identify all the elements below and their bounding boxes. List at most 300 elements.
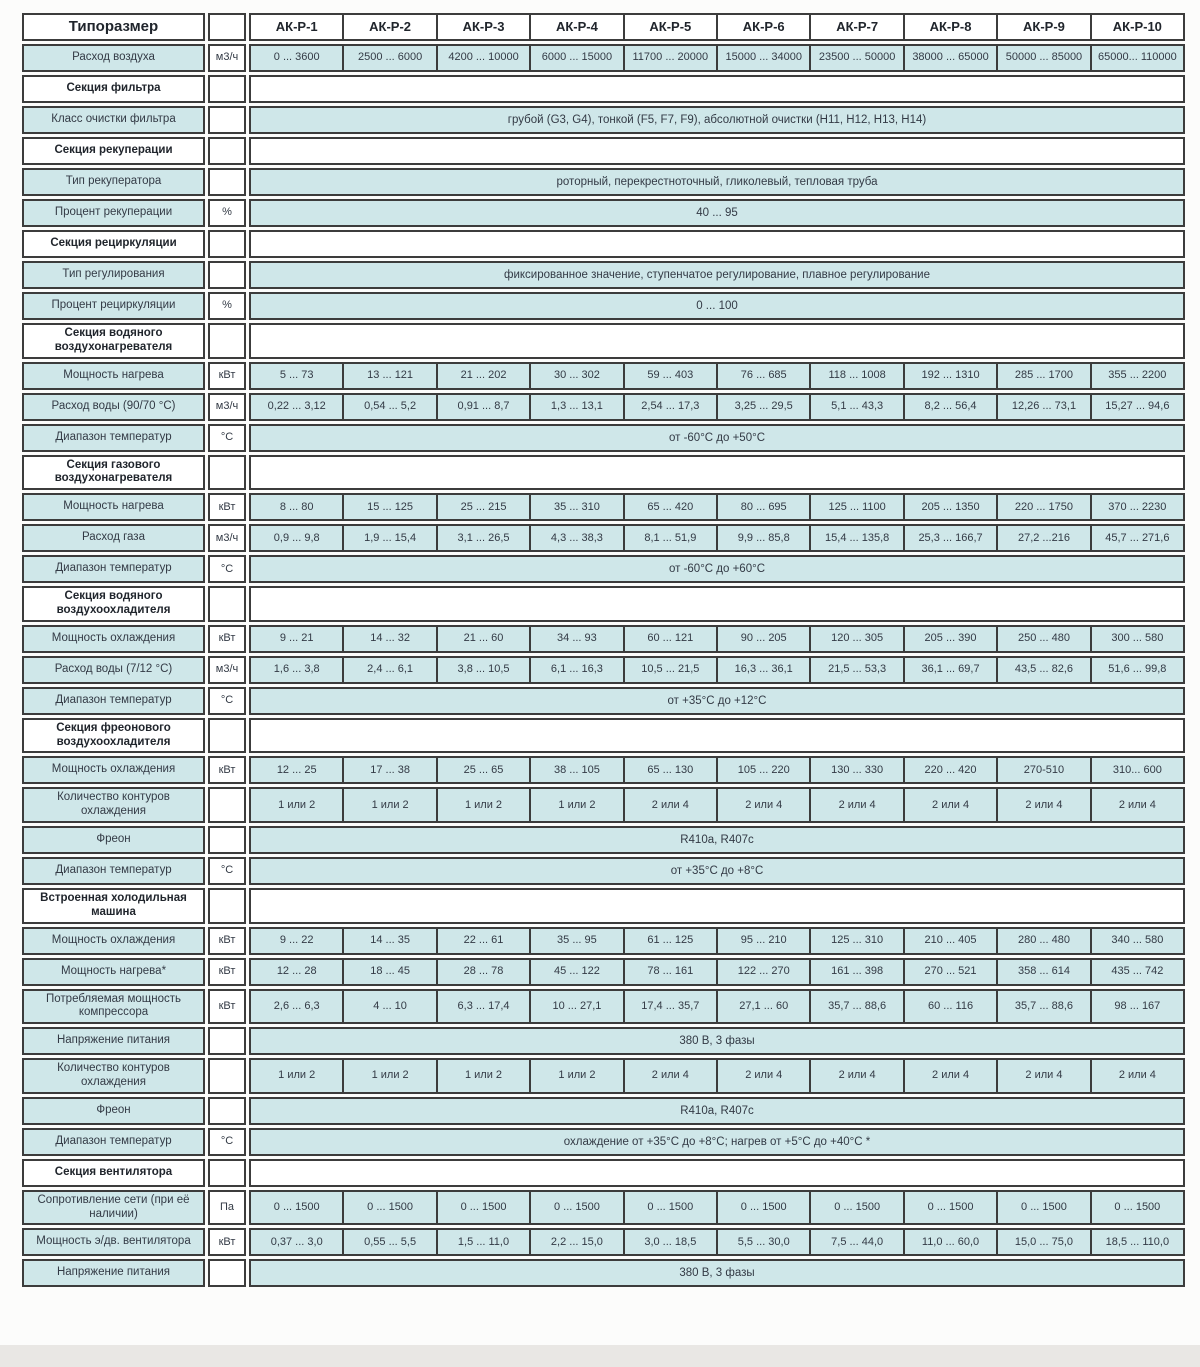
value-cell: 5,5 ... 30,0 (716, 1230, 809, 1254)
value-cell: 21,5 ... 53,3 (809, 658, 902, 682)
value-cell: 310... 600 (1090, 758, 1183, 782)
value-cell: 1 или 2 (278, 1069, 316, 1082)
bottom-strip (0, 1345, 1200, 1367)
value-cell: 27,1 ... 60 (716, 991, 809, 1023)
value-cell: 0,37 ... 3,0 (270, 1235, 323, 1248)
value-cell: 220 ... 1750 (996, 495, 1089, 519)
merged-value-cell: грубой (G3, G4), тонкой (F5, F7, F9), абсолютной очистки (H11, H12, H13, H14) (507, 114, 927, 126)
value-cell: 18,5 ... 110,0 (1090, 1230, 1183, 1254)
values-area (249, 493, 1185, 521)
unit-cell: °С (208, 1128, 246, 1156)
value-cell: 98 ... 167 (1090, 991, 1183, 1023)
table-header-row (22, 13, 1185, 41)
value-cell: 2 или 4 (716, 789, 809, 821)
table-row (22, 857, 1185, 885)
table-row (22, 989, 1185, 1025)
table-row (22, 1027, 1185, 1055)
row-label: Диапазон температур (22, 857, 205, 885)
values-area (249, 656, 1185, 684)
merged-area (249, 1027, 1185, 1055)
value-cell: 90 ... 205 (716, 627, 809, 651)
row-label: Мощность нагрева (22, 362, 205, 390)
section-row (22, 888, 1185, 924)
value-cell: 2,54 ... 17,3 (623, 395, 716, 419)
value-cell: 0 ... 1500 (436, 1192, 529, 1224)
value-cell: 4,3 ... 38,3 (529, 526, 622, 550)
values-area (249, 362, 1185, 390)
value-cell: 205 ... 1350 (903, 495, 996, 519)
section-label: Встроенная холодильная машина (22, 888, 205, 924)
value-cell: 270 ... 521 (903, 960, 996, 984)
row-label: Тип рекуператора (22, 168, 205, 196)
column-header: АК-Р-8 (903, 15, 996, 39)
unit-cell: м3/ч (208, 656, 246, 684)
values-area (249, 958, 1185, 986)
value-cell: 358 ... 614 (996, 960, 1089, 984)
table-row (22, 656, 1185, 684)
value-cell: 59 ... 403 (623, 364, 716, 388)
value-cell: 0,54 ... 5,2 (342, 395, 435, 419)
unit-cell (208, 168, 246, 196)
value-cell: 15,0 ... 75,0 (996, 1230, 1089, 1254)
section-empty-area (249, 75, 1185, 103)
section-label: Секция фреонового воздухоохладителя (22, 718, 205, 754)
value-cell: 3,25 ... 29,5 (716, 395, 809, 419)
row-label: Напряжение питания (22, 1027, 205, 1055)
value-cell: 118 ... 1008 (809, 364, 902, 388)
column-header: АК-Р-10 (1090, 15, 1183, 39)
value-cell: 0,22 ... 3,12 (267, 400, 326, 412)
merged-value-cell: от +35°С до +12°С (667, 694, 767, 707)
value-cell: 10,5 ... 21,5 (623, 658, 716, 682)
value-cell: 3,8 ... 10,5 (436, 658, 529, 682)
value-cell: 130 ... 330 (809, 758, 902, 782)
unit-cell (208, 718, 246, 754)
value-cell: 105 ... 220 (716, 758, 809, 782)
table-row (22, 524, 1185, 552)
value-cell: 192 ... 1310 (903, 364, 996, 388)
value-cell: 1,5 ... 11,0 (436, 1230, 529, 1254)
value-cell: 435 ... 742 (1090, 960, 1183, 984)
merged-area (249, 106, 1185, 134)
row-label: Потребляемая мощность компрессора (22, 989, 205, 1025)
merged-value-cell: 380 В, 3 фазы (679, 1035, 755, 1048)
unit-cell: м3/ч (208, 524, 246, 552)
row-label: Расход воды (90/70 °С) (22, 393, 205, 421)
section-empty-area (249, 586, 1185, 622)
table-row (22, 1228, 1185, 1256)
section-label: Секция вентилятора (22, 1159, 205, 1187)
value-cell: 370 ... 2230 (1090, 495, 1183, 519)
unit-cell (208, 230, 246, 258)
value-cell: 27,2 ...216 (996, 526, 1089, 550)
merged-area (249, 555, 1185, 583)
value-cell: 13 ... 121 (342, 364, 435, 388)
merged-value-cell: 0 ... 100 (696, 300, 738, 312)
table-row (22, 958, 1185, 986)
column-header: АК-Р-5 (623, 15, 716, 39)
unit-cell (208, 106, 246, 134)
unit-header-cell (208, 13, 246, 41)
value-cell: 120 ... 305 (809, 627, 902, 651)
value-cell: 15000 ... 34000 (716, 46, 809, 70)
merged-area (249, 199, 1185, 227)
value-cell: 11,0 ... 60,0 (903, 1230, 996, 1254)
value-cell: 15,27 ... 94,6 (1090, 395, 1183, 419)
value-cell: 2,4 ... 6,1 (342, 658, 435, 682)
unit-cell (208, 1027, 246, 1055)
value-cell: 25 ... 215 (436, 495, 529, 519)
value-cell: 61 ... 125 (623, 929, 716, 953)
unit-cell: °С (208, 555, 246, 583)
value-cell: 7,5 ... 44,0 (809, 1230, 902, 1254)
unit-cell: кВт (208, 927, 246, 955)
value-cell: 17 ... 38 (342, 758, 435, 782)
value-cell: 12,26 ... 73,1 (996, 395, 1089, 419)
value-cell: 11700 ... 20000 (623, 46, 716, 70)
value-cell: 0 ... 1500 (996, 1192, 1089, 1224)
value-cell: 65 ... 420 (623, 495, 716, 519)
values-area (249, 787, 1185, 823)
table-row (22, 261, 1185, 289)
unit-cell (208, 1159, 246, 1187)
row-label: Расход воздуха (22, 44, 205, 72)
column-header: АК-Р-4 (529, 15, 622, 39)
section-label: Секция водяного воздухоохладителя (22, 586, 205, 622)
section-label: Секция газового воздухонагревателя (22, 455, 205, 491)
value-cell: 65000... 110000 (1090, 46, 1183, 70)
unit-cell (208, 586, 246, 622)
merged-value-cell: от -60°С до +50°С (668, 431, 766, 444)
value-cell: 25,3 ... 166,7 (903, 526, 996, 550)
value-cell: 0 ... 1500 (1090, 1192, 1183, 1224)
section-empty-area (249, 230, 1185, 258)
values-area (249, 625, 1185, 653)
value-cell: 6000 ... 15000 (529, 46, 622, 70)
value-cell: 2 или 4 (623, 1060, 716, 1092)
row-label: Напряжение питания (22, 1259, 205, 1287)
value-cell: 285 ... 1700 (996, 364, 1089, 388)
value-cell: 2 или 4 (996, 1060, 1089, 1092)
merged-area (249, 1128, 1185, 1156)
section-row (22, 230, 1185, 258)
values-area (249, 1228, 1185, 1256)
table-row (22, 625, 1185, 653)
unit-cell (208, 455, 246, 491)
unit-cell: кВт (208, 625, 246, 653)
value-cell: 60 ... 121 (623, 627, 716, 651)
value-cell: 36,1 ... 69,7 (903, 658, 996, 682)
merged-value-cell: роторный, перекрестноточный, гликолевый, тепловая труба (556, 176, 878, 188)
row-label: Класс очистки фильтра (22, 106, 205, 134)
value-cell: 21 ... 202 (436, 364, 529, 388)
values-area (249, 393, 1185, 421)
value-cell: 2 или 4 (809, 1060, 902, 1092)
unit-cell: кВт (208, 756, 246, 784)
section-row (22, 586, 1185, 622)
section-row (22, 75, 1185, 103)
value-cell: 3,1 ... 26,5 (436, 526, 529, 550)
spec-table (22, 13, 1185, 1287)
value-cell: 12 ... 25 (276, 763, 317, 776)
value-cell: 1,6 ... 3,8 (273, 663, 320, 676)
value-cell: 45,7 ... 271,6 (1090, 526, 1183, 550)
value-cell: 2 или 4 (1090, 789, 1183, 821)
column-header: АК-Р-3 (436, 15, 529, 39)
section-empty-area (249, 1159, 1185, 1187)
merged-area (249, 687, 1185, 715)
section-empty-area (249, 455, 1185, 491)
value-cell: 0 ... 1500 (273, 1200, 320, 1213)
value-cell: 220 ... 420 (903, 758, 996, 782)
section-label: Секция рециркуляции (22, 230, 205, 258)
value-cell: 38000 ... 65000 (903, 46, 996, 70)
unit-cell: °С (208, 857, 246, 885)
value-cell: 50000 ... 85000 (996, 46, 1089, 70)
unit-cell: кВт (208, 493, 246, 521)
unit-cell (208, 75, 246, 103)
row-label: Мощность нагрева* (22, 958, 205, 986)
unit-cell (208, 1058, 246, 1094)
row-label: Сопротивление сети (при её наличии) (22, 1190, 205, 1226)
section-empty-area (249, 718, 1185, 754)
value-cell: 0,91 ... 8,7 (436, 395, 529, 419)
unit-cell (208, 826, 246, 854)
value-cell: 2 или 4 (809, 789, 902, 821)
table-row (22, 756, 1185, 784)
value-cell: 2 или 4 (903, 1060, 996, 1092)
unit-cell (208, 1097, 246, 1125)
value-cell: 355 ... 2200 (1090, 364, 1183, 388)
row-label: Тип регулирования (22, 261, 205, 289)
table-row (22, 687, 1185, 715)
unit-cell: кВт (208, 1228, 246, 1256)
value-cell: 80 ... 695 (716, 495, 809, 519)
value-cell: 23500 ... 50000 (809, 46, 902, 70)
row-label: Расход газа (22, 524, 205, 552)
value-cell: 45 ... 122 (529, 960, 622, 984)
table-row (22, 1097, 1185, 1125)
value-cell: 4 ... 10 (342, 991, 435, 1023)
value-cell: 9,9 ... 85,8 (716, 526, 809, 550)
value-cell: 18 ... 45 (342, 960, 435, 984)
value-cell: 9 ... 21 (279, 632, 314, 645)
value-cell: 6,1 ... 16,3 (529, 658, 622, 682)
unit-cell: % (208, 292, 246, 320)
size-header-label: Типоразмер (22, 13, 205, 41)
value-cell: 0 ... 1500 (529, 1192, 622, 1224)
values-area (249, 1058, 1185, 1094)
section-empty-area (249, 888, 1185, 924)
value-cell: 125 ... 1100 (809, 495, 902, 519)
table-row (22, 1259, 1185, 1287)
value-cell: 35 ... 95 (529, 929, 622, 953)
row-label: Процент рекуперации (22, 199, 205, 227)
column-header: АК-Р-6 (716, 15, 809, 39)
value-cell: 22 ... 61 (436, 929, 529, 953)
value-cell: 1 или 2 (436, 1060, 529, 1092)
table-row (22, 393, 1185, 421)
value-cell: 1 или 2 (342, 789, 435, 821)
value-cell: 95 ... 210 (716, 929, 809, 953)
section-label: Секция водяного воздухонагревателя (22, 323, 205, 359)
value-cell: 161 ... 398 (809, 960, 902, 984)
row-label: Диапазон температур (22, 1128, 205, 1156)
merged-value-cell: R410a, R407c (680, 833, 754, 846)
value-cell: 270-510 (996, 758, 1089, 782)
value-cell: 3,0 ... 18,5 (623, 1230, 716, 1254)
row-label: Мощность охлаждения (22, 927, 205, 955)
merged-area (249, 826, 1185, 854)
value-cell: 15,4 ... 135,8 (809, 526, 902, 550)
value-cell: 0 ... 1500 (809, 1192, 902, 1224)
table-row (22, 555, 1185, 583)
value-cell: 2 или 4 (903, 789, 996, 821)
section-row (22, 323, 1185, 359)
unit-cell (208, 323, 246, 359)
section-row (22, 718, 1185, 754)
value-cell: 9 ... 22 (279, 933, 314, 946)
table-row (22, 493, 1185, 521)
value-cell: 210 ... 405 (903, 929, 996, 953)
value-cell: 65 ... 130 (623, 758, 716, 782)
value-cell: 2,6 ... 6,3 (273, 999, 320, 1012)
merged-area (249, 1259, 1185, 1287)
value-cell: 35 ... 310 (529, 495, 622, 519)
value-cell: 1 или 2 (529, 1060, 622, 1092)
unit-cell (208, 787, 246, 823)
value-cell: 5,1 ... 43,3 (809, 395, 902, 419)
values-area (249, 1190, 1185, 1226)
value-cell: 1,9 ... 15,4 (342, 526, 435, 550)
unit-cell: % (208, 199, 246, 227)
value-cell: 38 ... 105 (529, 758, 622, 782)
merged-area (249, 1097, 1185, 1125)
table-row (22, 168, 1185, 196)
value-cell: 0 ... 1500 (623, 1192, 716, 1224)
unit-cell (208, 1259, 246, 1287)
row-label: Диапазон температур (22, 424, 205, 452)
row-label: Диапазон температур (22, 687, 205, 715)
value-cell: 0,9 ... 9,8 (273, 531, 320, 544)
value-cell: 6,3 ... 17,4 (436, 991, 529, 1023)
value-cell: 51,6 ... 99,8 (1090, 658, 1183, 682)
table-row (22, 1190, 1185, 1226)
section-row (22, 455, 1185, 491)
unit-cell: кВт (208, 989, 246, 1025)
table-row (22, 106, 1185, 134)
value-cell: 8 ... 80 (279, 500, 314, 513)
row-label: Фреон (22, 826, 205, 854)
row-label: Процент рециркуляции (22, 292, 205, 320)
unit-cell (208, 888, 246, 924)
merged-value-cell: от +35°С до +8°С (670, 864, 764, 877)
section-row (22, 1159, 1185, 1187)
merged-value-cell: 380 В, 3 фазы (679, 1267, 755, 1280)
row-label: Расход воды (7/12 °С) (22, 656, 205, 684)
value-cell: 1 или 2 (342, 1060, 435, 1092)
merged-value-cell: от -60°С до +60°С (668, 563, 766, 576)
value-cell: 0 ... 1500 (342, 1192, 435, 1224)
section-label: Секция фильтра (22, 75, 205, 103)
value-cell: 5 ... 73 (279, 369, 314, 381)
value-cell: 25 ... 65 (436, 758, 529, 782)
value-cell: 14 ... 35 (342, 929, 435, 953)
unit-cell (208, 137, 246, 165)
unit-cell: °С (208, 424, 246, 452)
row-label: Мощность э/дв. вентилятора (22, 1228, 205, 1256)
unit-cell: м3/ч (208, 393, 246, 421)
values-area (249, 989, 1185, 1025)
value-cell: 2 или 4 (1090, 1060, 1183, 1092)
value-cell: 1 или 2 (436, 789, 529, 821)
value-cell: 2 или 4 (623, 789, 716, 821)
value-cell: 10 ... 27,1 (529, 991, 622, 1023)
values-area (249, 756, 1185, 784)
value-cell: 14 ... 32 (342, 627, 435, 651)
table-row (22, 927, 1185, 955)
value-cell: 122 ... 270 (716, 960, 809, 984)
unit-cell: Па (208, 1190, 246, 1226)
header-columns (249, 13, 1185, 41)
table-row (22, 199, 1185, 227)
value-cell: 0 ... 1500 (903, 1192, 996, 1224)
value-cell: 16,3 ... 36,1 (716, 658, 809, 682)
value-cell: 43,5 ... 82,6 (996, 658, 1089, 682)
value-cell: 8,1 ... 51,9 (623, 526, 716, 550)
value-cell: 2,2 ... 15,0 (529, 1230, 622, 1254)
value-cell: 35,7 ... 88,6 (809, 991, 902, 1023)
value-cell: 17,4 ... 35,7 (623, 991, 716, 1023)
row-label: Фреон (22, 1097, 205, 1125)
values-area (249, 927, 1185, 955)
row-label: Мощность нагрева (22, 493, 205, 521)
value-cell: 340 ... 580 (1090, 929, 1183, 953)
table-row (22, 1058, 1185, 1094)
merged-area (249, 857, 1185, 885)
row-label: Количество контуров охлаждения (22, 1058, 205, 1094)
table-row (22, 787, 1185, 823)
value-cell: 15 ... 125 (342, 495, 435, 519)
merged-area (249, 292, 1185, 320)
row-label: Количество контуров охлаждения (22, 787, 205, 823)
section-empty-area (249, 323, 1185, 359)
value-cell: 76 ... 685 (716, 364, 809, 388)
value-cell: 60 ... 116 (903, 991, 996, 1023)
values-area (249, 44, 1185, 72)
value-cell: 78 ... 161 (623, 960, 716, 984)
value-cell: 280 ... 480 (996, 929, 1089, 953)
merged-value-cell: 40 ... 95 (696, 207, 738, 219)
table-row (22, 424, 1185, 452)
unit-cell: °С (208, 687, 246, 715)
unit-cell: кВт (208, 362, 246, 390)
value-cell: 34 ... 93 (529, 627, 622, 651)
row-label: Диапазон температур (22, 555, 205, 583)
row-label: Мощность охлаждения (22, 756, 205, 784)
value-cell: 35,7 ... 88,6 (996, 991, 1089, 1023)
value-cell: 12 ... 28 (276, 964, 317, 977)
column-header: АК-Р-2 (342, 15, 435, 39)
merged-value-cell: охлаждение от +35°С до +8°С; нагрев от +5°С до +40°С * (563, 1135, 871, 1148)
column-header: АК-Р-7 (809, 15, 902, 39)
merged-area (249, 424, 1185, 452)
unit-cell: м3/ч (208, 44, 246, 72)
section-label: Секция рекуперации (22, 137, 205, 165)
column-header: АК-Р-9 (996, 15, 1089, 39)
value-cell: 8,2 ... 56,4 (903, 395, 996, 419)
merged-value-cell: фиксированное значение, ступенчатое регулирование, плавное регулирование (504, 269, 930, 281)
